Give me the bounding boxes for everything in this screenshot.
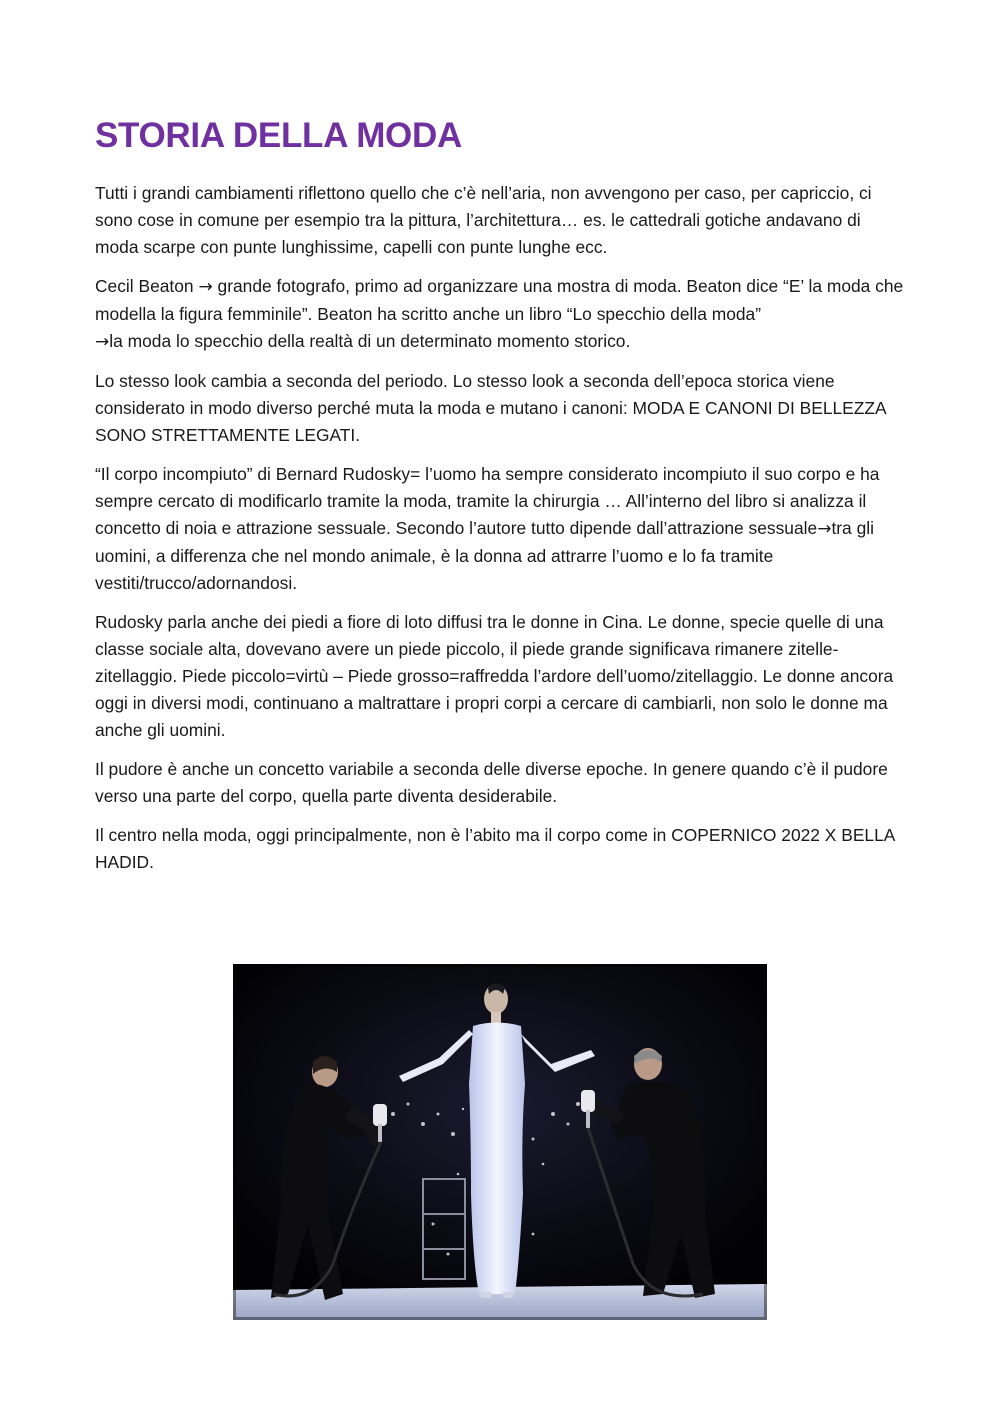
arrow-icon: → [817,519,832,539]
page-title: STORIA DELLA MODA [95,116,462,155]
paragraph-3: Lo stesso look cambia a seconda del periodo. Lo stesso look a seconda dell’epoca storica viene considerato in modo diverso perché muta la moda e mutano i canoni: MODA E CANONI DI BELLEZZA SONO STRETTAMENTE LEGATI. [95,371,886,445]
paragraph-6: Il pudore è anche un concetto variabile a seconda delle diverse epoche. In genere quando c’è il pudore verso una parte del corpo, quella parte diventa desiderabile. [95,759,888,806]
paragraph-1: Tutti i grandi cambiamenti riflettono quello che c’è nell’aria, non avvengono per caso, per capriccio, ci sono cose in comune per esempio tra la pittura, l’architettura… es. le cattedrali gotiche andavano di moda scarpe con punte lunghissime, capelli con punte lunghe ecc. [95,183,872,257]
document-page [95,112,907,888]
arrow-icon: → [95,332,110,352]
photo-copernico-spray-dress [233,964,767,1320]
paragraph-2-part-b: grande fotografo, primo ad organizzare una mostra di moda. Beaton dice “E’ la moda che modella la figura femminile”. Beaton ha scritto anche un libro “Lo specchio della moda” [95,276,904,324]
paragraph-7: Il centro nella moda, oggi principalmente, non è l’abito ma il corpo come in COPERNICO 2022 X BELLA HADID. [95,825,895,872]
paragraph-2 [95,273,907,356]
paragraph-4-part-b: tra gli uomini, a differenza che nel mondo animale, è la donna ad attrarre l’uomo e lo fa tramite vestiti/trucco/adornandosi. [95,518,874,593]
photo-illustration [233,964,767,1320]
paragraph-4-part-a: “Il corpo incompiuto” di Bernard Rudosky= l’uomo ha sempre considerato incompiuto il suo corpo e ha sempre cercato di modificarlo tramite la moda, tramite la chirurgia … All’interno del libro si analizza il concetto di noia e attrazione sessuale. Secondo l’autore tutto dipende dall’attrazione sessuale [95,464,880,538]
paragraph-5: Rudosky parla anche dei piedi a fiore di loto diffusi tra le donne in Cina. Le donne, specie quelle di una classe sociale alta, dovevano avere un piede piccolo, il piede grande significava rimanere zitelle-zitellaggio. Piede piccolo=virtù – Piede grosso=raffredda l’ardore dell’uomo/zitellaggio. Le donne ancora oggi in diversi modi, continuano a maltrattare i propri corpi a cercare di cambiarli, non solo le donne ma anche gli uomini. [95,612,894,740]
paragraph-2-part-a: Cecil Beaton [95,276,199,296]
arrow-icon: → [198,277,213,297]
paragraph-2-part-c: la moda lo specchio della realtà di un determinato momento storico. [109,331,631,351]
paragraph-4 [95,461,907,597]
